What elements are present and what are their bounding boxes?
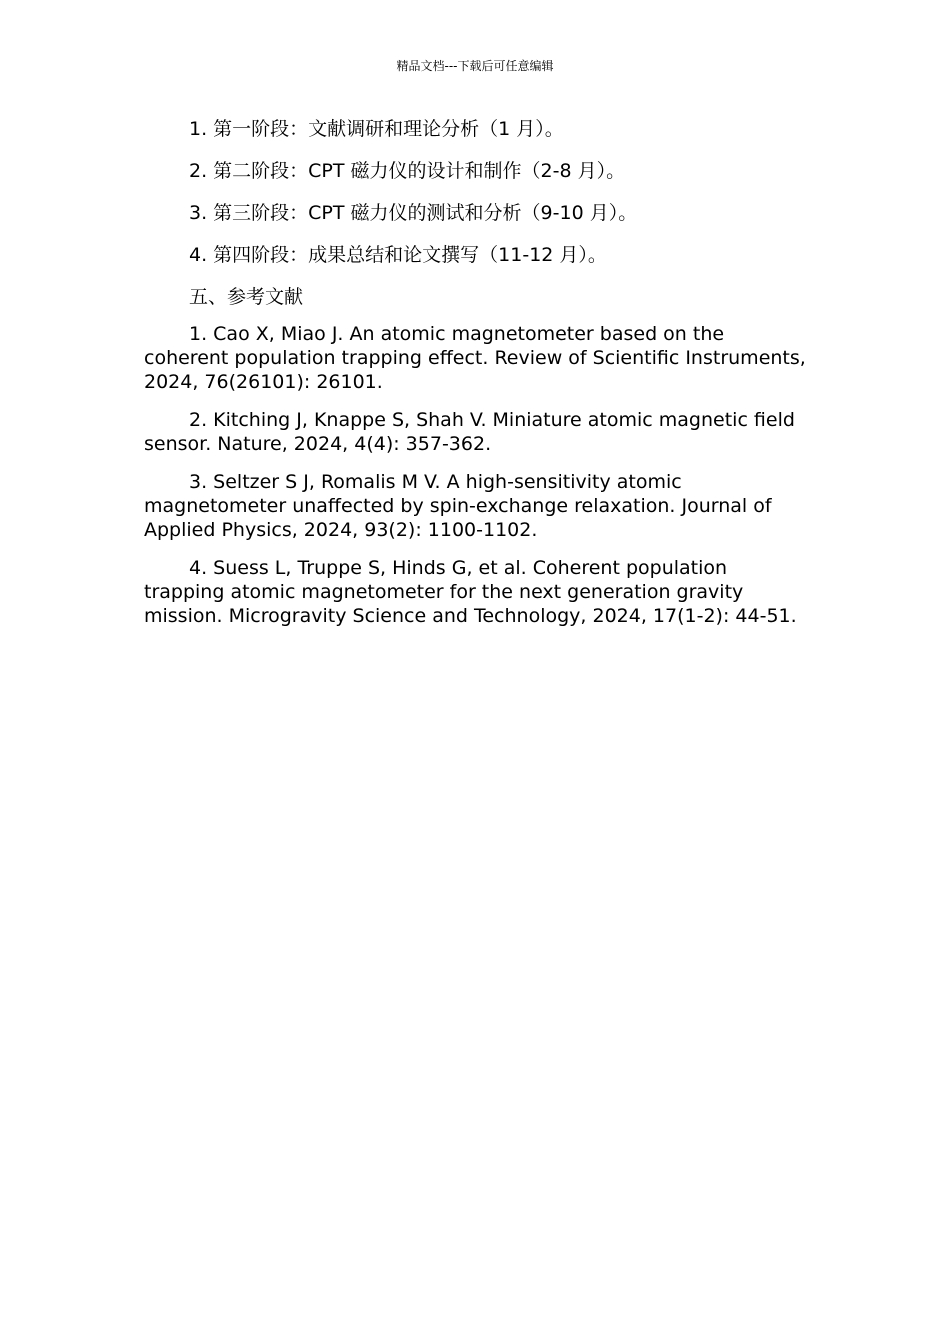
reference-item-3: 3. Seltzer S J, Romalis M V. A high-sensitivity atomic magnetometer unaffected by spin-exchange relaxation. Journal of Applied Physics, 2024, 93(2): 1100-1102. [144, 471, 772, 541]
page-header: 精品文档---下载后可任意编辑 [396, 59, 554, 73]
phase-item-3: 3. 第三阶段：CPT 磁力仪的测试和分析（9-10 月）。 [189, 202, 638, 224]
reference-item-2: 2. Kitching J, Knappe S, Shah V. Miniature atomic magnetic field sensor. Nature, 2024, 4(4): 357-362. [144, 409, 795, 455]
phase-item-4: 4. 第四阶段：成果总结和论文撰写（11-12 月）。 [189, 244, 607, 266]
reference-item-4: 4. Suess L, Truppe S, Hinds G, et al. Coherent population trapping atomic magnetometer for the next generation gravity mission. Microgravity Science and Technology, 2024, 17(1-2): 44-51. [144, 557, 797, 627]
references-heading: 五、参考文献 [189, 286, 304, 308]
phase-item-2: 2. 第二阶段：CPT 磁力仪的设计和制作（2-8 月）。 [189, 160, 626, 182]
phase-item-1: 1. 第一阶段：文献调研和理论分析（1 月）。 [189, 118, 564, 140]
document-body [144, 116, 806, 642]
reference-item-1: 1. Cao X, Miao J. An atomic magnetometer based on the coherent population trapping effect. Review of Scientific Instruments, 2024, 76(26101): 26101. [144, 323, 806, 393]
